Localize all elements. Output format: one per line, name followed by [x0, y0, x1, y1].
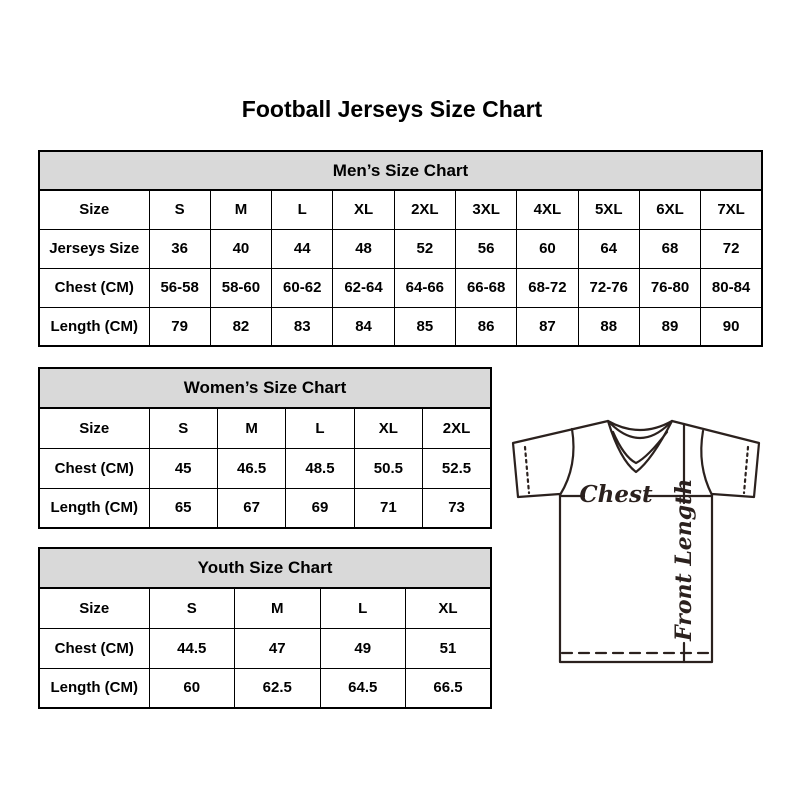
cell-value: 72-76 [578, 268, 639, 307]
cell-value: M [235, 588, 321, 628]
youth-size-table [38, 547, 492, 709]
cell-value: 62.5 [235, 668, 321, 708]
cell-value: 72 [701, 229, 762, 268]
table-header-row [39, 151, 762, 190]
cell-value: 5XL [578, 190, 639, 229]
table-row [39, 628, 491, 668]
mens-size-table [38, 150, 763, 347]
cell-value: 71 [354, 488, 422, 528]
cell-value: 87 [517, 307, 578, 346]
cell-value: 45 [149, 448, 217, 488]
cell-value: M [217, 408, 285, 448]
cell-value: 85 [394, 307, 455, 346]
cell-value: 82 [210, 307, 271, 346]
cell-value: XL [354, 408, 422, 448]
cell-value: 50.5 [354, 448, 422, 488]
row-label: Size [39, 588, 149, 628]
cell-value: 48 [333, 229, 394, 268]
cell-value: XL [333, 190, 394, 229]
cell-value: 60-62 [272, 268, 333, 307]
table-row [39, 488, 491, 528]
collar-v-inner [613, 432, 667, 463]
cell-value: 67 [217, 488, 285, 528]
cell-value: 52.5 [423, 448, 491, 488]
cell-value: 64.5 [320, 668, 406, 708]
cell-value: 3XL [455, 190, 516, 229]
front-length-label: Front Length [671, 478, 697, 641]
cell-value: 79 [149, 307, 210, 346]
cell-value: 89 [639, 307, 700, 346]
chest-label: Chest [579, 481, 653, 508]
cell-value: 84 [333, 307, 394, 346]
cell-value: 80-84 [701, 268, 762, 307]
cell-value: S [149, 190, 210, 229]
table-header-row [39, 368, 491, 408]
cell-value: 56-58 [149, 268, 210, 307]
cell-value: 68-72 [517, 268, 578, 307]
row-label: Size [39, 190, 149, 229]
cell-value: 60 [517, 229, 578, 268]
table-row [39, 190, 762, 229]
womens-size-table [38, 367, 492, 529]
cell-value: S [149, 408, 217, 448]
cell-value: 49 [320, 628, 406, 668]
cell-value: 46.5 [217, 448, 285, 488]
jersey-outline [513, 421, 759, 662]
cell-value: 73 [423, 488, 491, 528]
table-title: Men’s Size Chart [39, 151, 762, 190]
cell-value: 40 [210, 229, 271, 268]
table-row [39, 229, 762, 268]
cell-value: 65 [149, 488, 217, 528]
table-row [39, 408, 491, 448]
table-title: Women’s Size Chart [39, 368, 491, 408]
cell-value: 58-60 [210, 268, 271, 307]
cell-value: 90 [701, 307, 762, 346]
cell-value: 2XL [423, 408, 491, 448]
cell-value: 64 [578, 229, 639, 268]
cell-value: XL [406, 588, 492, 628]
cell-value: 47 [235, 628, 321, 668]
cell-value: 52 [394, 229, 455, 268]
cell-value: 76-80 [639, 268, 700, 307]
table-row [39, 668, 491, 708]
cell-value: L [320, 588, 406, 628]
cell-value: 88 [578, 307, 639, 346]
row-label: Length (CM) [39, 488, 149, 528]
row-label: Jerseys Size [39, 229, 149, 268]
right-cuff-stitch [744, 447, 748, 493]
row-label: Size [39, 408, 149, 448]
cell-value: 56 [455, 229, 516, 268]
cell-value: 36 [149, 229, 210, 268]
cell-value: 66-68 [455, 268, 516, 307]
row-label: Length (CM) [39, 668, 149, 708]
cell-value: 68 [639, 229, 700, 268]
cell-value: 60 [149, 668, 235, 708]
cell-value: 48.5 [286, 448, 354, 488]
row-label: Chest (CM) [39, 268, 149, 307]
cell-value: 69 [286, 488, 354, 528]
table-row [39, 448, 491, 488]
cell-value: 44.5 [149, 628, 235, 668]
right-armhole-seam [701, 431, 712, 495]
jersey-measurement-diagram [502, 402, 774, 674]
cell-value: 86 [455, 307, 516, 346]
cell-value: 2XL [394, 190, 455, 229]
cell-value: 51 [406, 628, 492, 668]
cell-value: S [149, 588, 235, 628]
row-label: Chest (CM) [39, 628, 149, 668]
cell-value: 6XL [639, 190, 700, 229]
page-title: Football Jerseys Size Chart [241, 96, 543, 122]
cell-value: 64-66 [394, 268, 455, 307]
cell-value: 4XL [517, 190, 578, 229]
cell-value: L [286, 408, 354, 448]
table-header-row [39, 548, 491, 588]
cell-value: 44 [272, 229, 333, 268]
table-row [39, 307, 762, 346]
table-row [39, 588, 491, 628]
table-row [39, 268, 762, 307]
cell-value: M [210, 190, 271, 229]
cell-value: 66.5 [406, 668, 492, 708]
row-label: Length (CM) [39, 307, 149, 346]
left-cuff-stitch [525, 447, 529, 493]
row-label: Chest (CM) [39, 448, 149, 488]
cell-value: L [272, 190, 333, 229]
cell-value: 83 [272, 307, 333, 346]
table-title: Youth Size Chart [39, 548, 491, 588]
cell-value: 62-64 [333, 268, 394, 307]
left-armhole-seam [560, 429, 574, 495]
cell-value: 7XL [701, 190, 762, 229]
